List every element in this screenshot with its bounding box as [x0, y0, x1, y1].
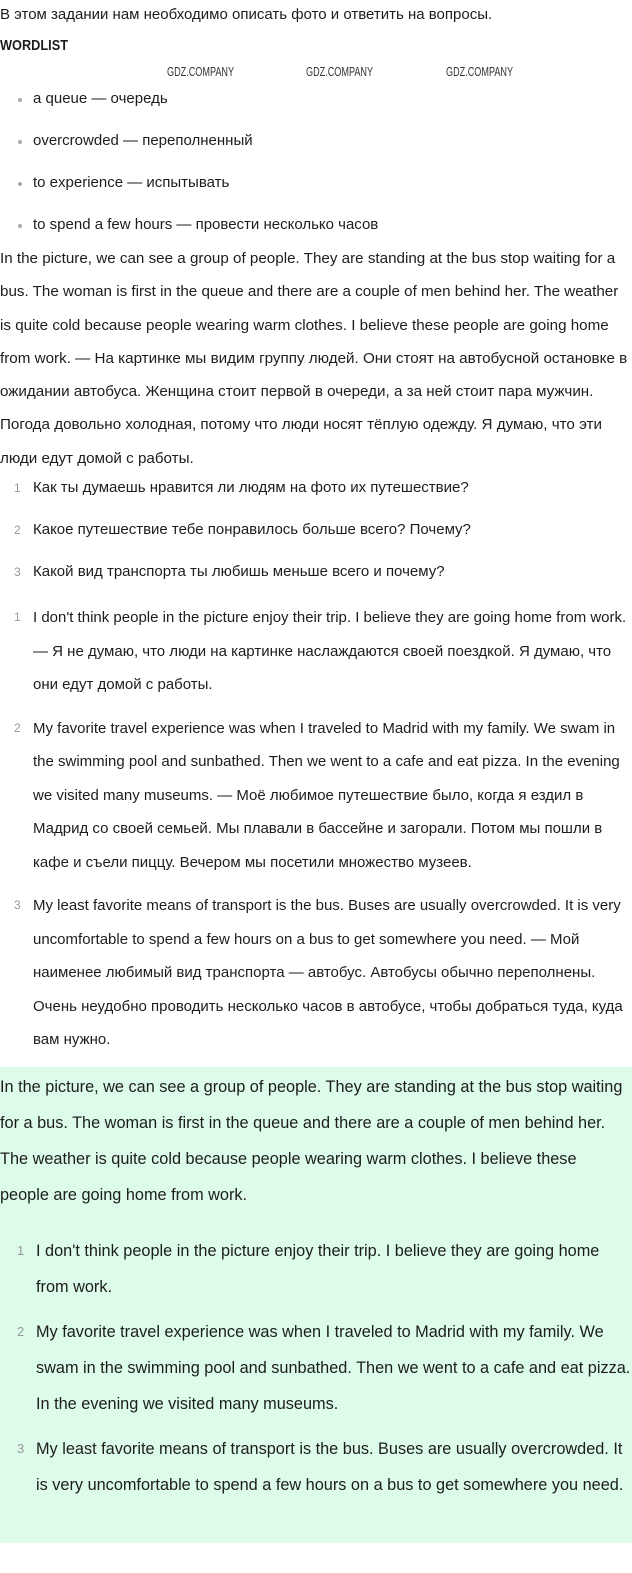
- summary-answer-item: [0, 1233, 632, 1305]
- answer-number: 3: [17, 1440, 25, 1456]
- summary-answer-item: [0, 1314, 632, 1422]
- answer-item: [0, 601, 630, 702]
- watermark: GDZ.COMPANY: [446, 64, 514, 79]
- question-text: Какой вид транспорта ты любишь меньше всего и почему?: [33, 563, 445, 581]
- summary-box: [0, 1067, 632, 1543]
- wordlist-item: a queue — очередь: [0, 86, 632, 128]
- question-item: [0, 475, 632, 517]
- summary-answer-item: [0, 1431, 632, 1503]
- summary-paragraph: In the picture, we can see a group of people. They are standing at the bus stop waiting for a bus. The woman is first in the queue and there are a couple of men behind her. The weather is quite cold because people wearing warm clothes. I believe these people are going home from work.: [0, 1077, 623, 1204]
- watermark: GDZ.COMPANY: [167, 64, 235, 79]
- answer-text: My least favorite means of transport is the bus. Buses are usually overcrowded. It is very uncomfortable to spend a few hours on a bus to get somewhere you need.: [36, 1439, 624, 1494]
- answer-text: My least favorite means of transport is the bus. Buses are usually overcrowded. It is very uncomfortable to spend a few hours on a bus to get somewhere you need. — Мой наименее любимый вид транспорта — автобус. Автобусы обычно переполнены. Очень неудобно проводить несколько часов в автобусе, чтобы добраться туда, куда вам нужно.: [33, 897, 623, 1049]
- answer-text: My favorite travel experience was when I traveled to Madrid with my family. We swam in the swimming pool and sunbathed. Then we went to a cafe and eat pizza. In the evening we visited many museums.: [36, 1322, 631, 1413]
- questions-list: [0, 475, 632, 601]
- answer-item: [0, 889, 630, 1057]
- question-item: [0, 517, 632, 559]
- wordlist-item: to spend a few hours — провести несколько часов: [0, 212, 632, 242]
- wordlist-item: overcrowded — переполненный: [0, 128, 632, 170]
- watermark: GDZ.COMPANY: [306, 64, 374, 79]
- summary-answers: [0, 1233, 632, 1503]
- answer-number: 1: [14, 610, 21, 625]
- wordlist: [0, 86, 632, 242]
- watermark-row: [0, 58, 632, 86]
- question-number: 3: [14, 565, 21, 580]
- answer-number: 2: [14, 720, 21, 735]
- question-text: Как ты думаешь нравится ли людям на фото их путешествие?: [33, 479, 469, 497]
- answers-list: [0, 601, 630, 1057]
- question-text: Какое путешествие тебе понравилось больше всего? Почему?: [33, 521, 471, 539]
- wordlist-item: to experience — испытывать: [0, 170, 632, 212]
- question-item: [0, 559, 632, 601]
- question-number: 2: [14, 523, 21, 538]
- answer-text: I don't think people in the picture enjoy their trip. I believe they are going home from work.: [36, 1241, 600, 1296]
- answer-text: I don't think people in the picture enjoy their trip. I believe they are going home from work. — Я не думаю, что люди на картинке наслаждаются своей поездкой. Я думаю, что они едут домой с работы.: [33, 609, 627, 694]
- description-paragraph: In the picture, we can see a group of people. They are standing at the bus stop waiting for a bus. The woman is first in the queue and there are a couple of men behind her. The weather is quite cold because people wearing warm clothes. I believe these people are going home from work. — На картинке мы видим группу людей. Они стоят на автобусной остановке в ожидании автобуса. Женщина стоит первой в очереди, а за ней стоит пара мужчин. Погода довольно холодная, потому что люди носят тёплую одежду. Я думаю, что эти люди едут домой с работы.: [0, 250, 628, 467]
- answer-number: 3: [14, 898, 21, 913]
- answer-item: [0, 712, 630, 880]
- intro-text: В этом задании нам необходимо описать фото и ответить на вопросы.: [0, 6, 493, 23]
- wordlist-title: WORDLIST: [0, 37, 68, 54]
- answer-text: My favorite travel experience was when I traveled to Madrid with my family. We swam in the swimming pool and sunbathed. Then we went to a cafe and eat pizza. In the evening we visited many museums. — Моё любимое путешествие было, когда я ездил в Мадрид со своей семьей. Мы плавали в бассейне и загорали. Потом мы пошли в кафе и съели пиццу. Вечером мы посетили множество музеев.: [33, 719, 620, 871]
- question-number: 1: [14, 481, 21, 496]
- answer-number: 2: [17, 1323, 25, 1339]
- answer-number: 1: [17, 1242, 25, 1258]
